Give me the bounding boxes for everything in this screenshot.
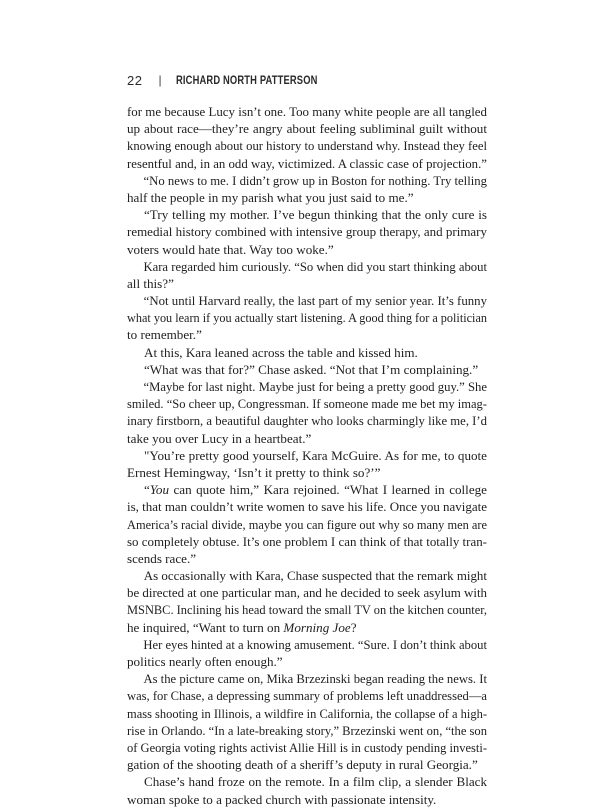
text-segment: for me because Lucy isn’t one. Too many white people are all tangled: [127, 104, 487, 119]
text-segment: knowing enough about our history to understand why. Instead they feel: [127, 138, 487, 154]
italic-text: You: [149, 482, 169, 498]
paragraph: [127, 567, 487, 636]
text-segment: MSNBC. Inclining his head toward the small TV on the kitchen counter,: [127, 602, 487, 618]
text-segment: take you over Lucy in a heartbeat.”: [127, 430, 312, 446]
text-line: [127, 584, 487, 601]
text-line: [127, 791, 487, 808]
paragraph: [127, 292, 487, 344]
text-line: [127, 326, 487, 343]
text-line: [127, 670, 487, 687]
text-segment: ?: [350, 619, 357, 635]
text-line: [127, 722, 487, 739]
text-line: [127, 172, 487, 189]
running-title: RICHARD NORTH PATTERSON: [175, 73, 318, 87]
text-segment: Kara regarded him curiously. “So when did you start thinking about: [143, 258, 487, 274]
text-segment: As occasionally with Kara, Chase suspected that the remark might: [143, 568, 487, 584]
text-line: [127, 309, 487, 326]
text-line: [127, 223, 487, 240]
text-line: [127, 601, 487, 618]
text-segment: “Try telling my mother. I’ve begun thinking that the only cure is: [144, 207, 487, 223]
text-line: [127, 464, 487, 481]
paragraph: [127, 447, 487, 481]
text-segment: “Maybe for last night. Maybe just for being a pretty good guy.” She: [143, 379, 487, 394]
text-segment: was, for Chase, a depressing summary of problems left unaddressed—a: [127, 688, 487, 704]
text-line: [127, 206, 487, 223]
paragraph: [127, 636, 487, 670]
paragraph: [127, 344, 487, 361]
text-line: [127, 533, 487, 550]
text-line: [127, 567, 487, 584]
body-text: [127, 103, 487, 808]
paragraph: [127, 481, 487, 567]
text-line: [127, 292, 487, 309]
text-line: [127, 653, 487, 670]
text-segment: “: [144, 482, 150, 498]
text-line: [127, 447, 487, 464]
paragraph: [127, 103, 487, 172]
text-segment: inary firstborn, a beautiful daughter who looks charmingly like me, I’d: [127, 413, 487, 429]
text-segment: resentful and, in an odd way, victimized. A classic case of projection.”: [127, 155, 487, 171]
paragraph: [127, 670, 487, 773]
text-segment: what you learn if you actually start listening. A good thing for a politician: [127, 310, 487, 326]
text-line: [127, 412, 487, 429]
text-segment: to remember.”: [127, 327, 202, 343]
text-segment: voters would hate that. Way too woke.”: [127, 241, 334, 257]
text-segment: he inquired, “Want to turn on: [127, 619, 284, 635]
text-segment: can quote him,” Kara rejoined. “What I learned in college: [169, 482, 487, 498]
paragraph: [127, 378, 487, 447]
text-segment: smiled. “So cheer up, Congressman. If someone made me bet my imag-: [127, 396, 487, 412]
paragraph: [127, 361, 487, 378]
italic-text: Morning Joe: [283, 619, 351, 635]
text-line: [127, 687, 487, 704]
text-segment: "You’re pretty good yourself, Kara McGuire. As for me, to quote: [144, 447, 487, 463]
text-line: [127, 773, 487, 790]
text-segment: scends race.”: [127, 550, 197, 566]
text-line: [127, 120, 487, 137]
text-line: [127, 189, 487, 206]
text-segment: As the picture came on, Mika Brzezinski began reading the news. It: [143, 671, 487, 687]
text-segment: woman spoke to a packed church with passionate intensity.: [127, 791, 437, 807]
text-segment: all this?”: [127, 275, 174, 291]
text-segment: half the people in my parish what you just said to me.”: [127, 189, 414, 205]
text-segment: is, that man couldn’t write women to save his life. Once you navigate: [127, 499, 487, 515]
text-line: [127, 636, 487, 653]
text-line: [127, 481, 487, 498]
page-number: 22: [127, 72, 143, 88]
text-line: [127, 361, 487, 378]
text-line: [127, 619, 487, 636]
text-segment: Ernest Hemingway, ‘Isn’t it pretty to think so?’”: [127, 464, 381, 480]
text-segment: Chase’s hand froze on the remote. In a film clip, a slender Black: [144, 774, 487, 790]
running-header: [127, 72, 357, 88]
text-segment: up about race—they’re angry about feeling subliminal guilt without: [127, 121, 487, 137]
header-separator: |: [158, 73, 162, 87]
text-segment: At this, Kara leaned across the table and kissed him.: [144, 344, 418, 360]
text-line: [127, 739, 487, 756]
text-segment: “Not until Harvard really, the last part of my senior year. It’s funny: [143, 293, 487, 309]
text-segment: so completely obtuse. It’s one problem I can think of that totally tran-: [127, 533, 487, 549]
text-line: [127, 430, 487, 447]
text-line: [127, 241, 487, 258]
text-line: [127, 378, 487, 395]
text-segment: be directed at one particular man, and he decided to seek asylum with: [127, 585, 487, 601]
text-segment: “No news to me. I didn’t grow up in Boston for nothing. Try telling: [143, 172, 487, 188]
text-line: [127, 137, 487, 154]
text-segment: of Georgia voting rights activist Allie Hill is in custody pending investi-: [127, 739, 487, 755]
paragraph: [127, 172, 487, 206]
text-segment: rise in Orlando. “In a late-breaking story,” Brzezinski went on, “the son: [127, 722, 487, 738]
paragraph: [127, 206, 487, 258]
text-segment: gation of the shooting death of a sheriff’s deputy in rural Georgia.”: [127, 757, 478, 773]
text-segment: remedial history combined with intensive group therapy, and primary: [127, 224, 487, 240]
text-line: [127, 498, 487, 515]
paragraph: [127, 258, 487, 292]
text-segment: politics nearly often enough.”: [127, 654, 283, 669]
text-line: [127, 103, 487, 120]
text-line: [127, 516, 487, 533]
text-line: [127, 155, 487, 172]
text-segment: America’s racial divide, maybe you can figure out why so many men are: [127, 516, 487, 532]
text-segment: “What was that for?” Chase asked. “Not that I’m complaining.”: [144, 361, 479, 377]
text-line: [127, 258, 487, 275]
text-line: [127, 756, 487, 773]
text-line: [127, 705, 487, 722]
text-line: [127, 395, 487, 412]
text-line: [127, 344, 487, 361]
paragraph: [127, 773, 487, 807]
text-segment: Her eyes hinted at a knowing amusement. “Sure. I don’t think about: [143, 636, 487, 652]
text-segment: mass shooting in Illinois, a wildfire in California, the collapse of a high-: [127, 705, 487, 721]
text-line: [127, 550, 487, 567]
text-line: [127, 275, 487, 292]
